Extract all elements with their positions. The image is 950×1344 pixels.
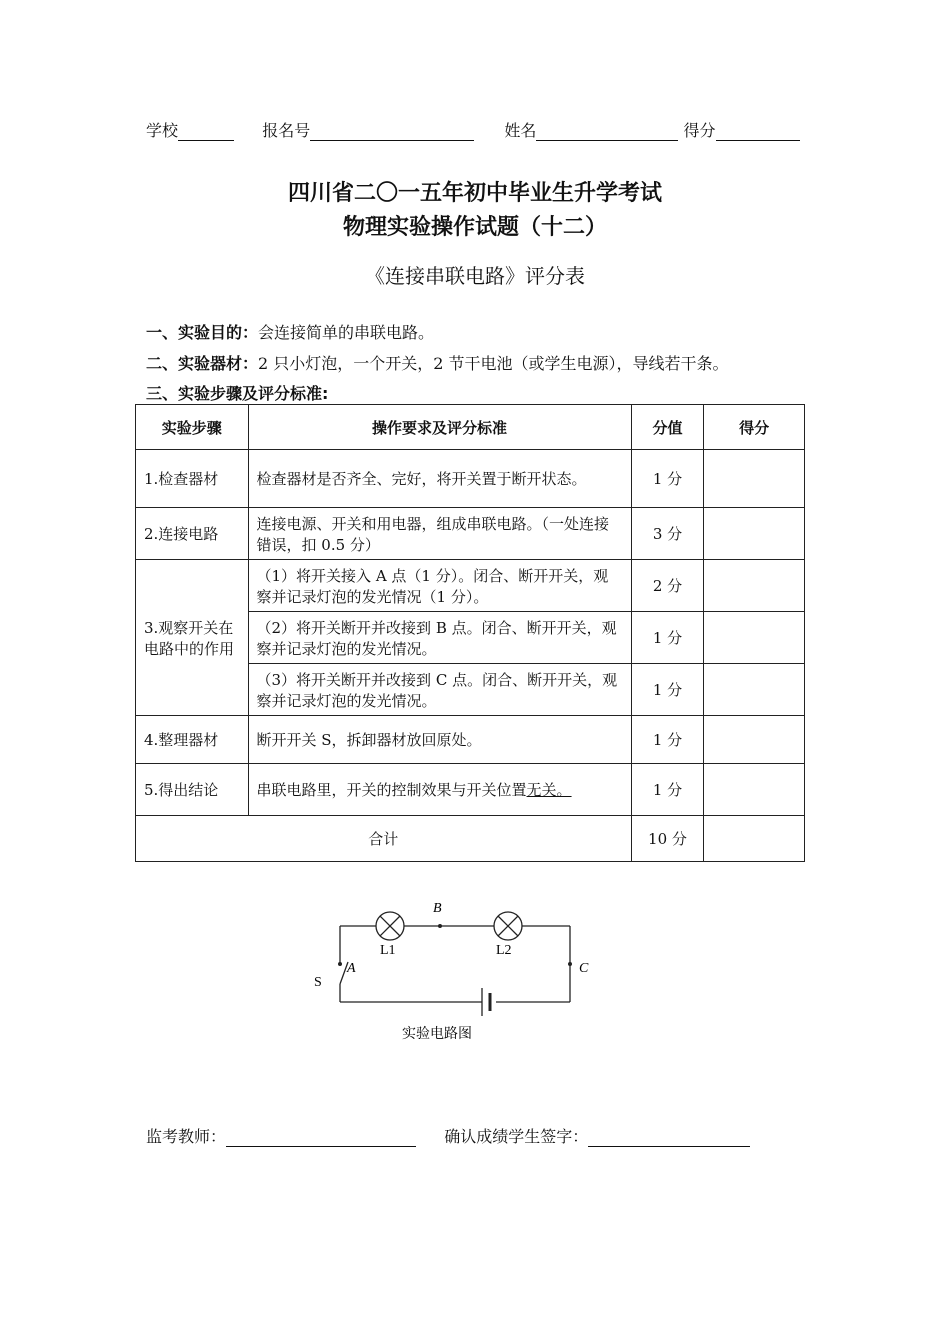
purpose-text: 会连接简单的串联电路。 — [258, 323, 435, 342]
step-cell: 5.得出结论 — [136, 764, 249, 816]
regno-field[interactable] — [310, 124, 474, 141]
circuit-diagram — [300, 890, 620, 1050]
table-total-row — [136, 816, 805, 862]
points-cell: 1 分 — [631, 450, 704, 508]
label-a: A — [347, 961, 356, 976]
proctor-signature-field[interactable] — [226, 1130, 416, 1147]
lamp-l1-icon — [376, 912, 404, 940]
step-cell: 2.连接电路 — [136, 508, 249, 560]
requirement-cell: 连接电源、开关和用电器，组成串联电路。（一处连接错误，扣 0.5 分） — [248, 508, 631, 560]
table-row — [136, 560, 805, 612]
score-input-cell[interactable] — [704, 716, 805, 764]
label-s: S — [314, 975, 322, 990]
conclusion-answer: 无关。 — [526, 781, 572, 799]
school-field[interactable] — [178, 124, 234, 141]
requirement-cell: 检查器材是否齐全、完好，将开关置于断开状态。 — [248, 450, 631, 508]
purpose-label: 一、实验目的： — [146, 323, 259, 342]
lamp-l2-icon — [494, 912, 522, 940]
exam-title: 四川省二〇一五年初中毕业生升学考试 — [287, 181, 662, 206]
points-cell: 1 分 — [631, 612, 704, 664]
requirement-cell: 断开开关 S，拆卸器材放回原处。 — [248, 716, 631, 764]
table-header-row — [136, 405, 805, 450]
header-points: 分值 — [631, 405, 704, 450]
label-b: B — [433, 901, 442, 916]
header-requirement: 操作要求及评分标准 — [248, 405, 631, 450]
junction-a-dot — [338, 962, 342, 966]
name-label: 姓名 — [504, 121, 537, 140]
points-cell: 1 分 — [631, 716, 704, 764]
scoring-table — [135, 404, 805, 862]
total-points: 10 分 — [631, 816, 704, 862]
regno-label: 报名号 — [262, 121, 311, 140]
sheet-title: 《连接串联电路》评分表 — [365, 264, 585, 288]
junction-c-dot — [568, 962, 572, 966]
points-cell: 2 分 — [631, 560, 704, 612]
footer-signatures — [146, 1124, 750, 1147]
step-cell: 1.检查器材 — [136, 450, 249, 508]
materials-label: 二、实验器材： — [146, 354, 259, 373]
requirement-cell: （3）将开关断开并改接到 C 点。闭合、断开开关，观察并记录灯泡的发光情况。 — [248, 664, 631, 716]
label-l1: L1 — [380, 943, 396, 958]
requirement-cell: （1）将开关接入 A 点（1 分）。闭合、断开开关，观察并记录灯泡的发光情况（1 分）。 — [248, 560, 631, 612]
score-input-cell[interactable] — [704, 450, 805, 508]
proctor-label: 监考教师： — [146, 1127, 227, 1146]
table-row — [136, 508, 805, 560]
header-row — [146, 118, 800, 141]
battery-icon — [482, 988, 490, 1016]
junction-b-dot — [438, 924, 442, 928]
table-row — [136, 450, 805, 508]
total-score-input-cell[interactable] — [704, 816, 805, 862]
label-l2: L2 — [496, 943, 512, 958]
header-step: 实验步骤 — [136, 405, 249, 450]
section-steps — [146, 381, 328, 404]
table-row — [136, 716, 805, 764]
points-cell: 1 分 — [631, 664, 704, 716]
steps-label: 三、实验步骤及评分标准: — [146, 384, 329, 403]
score-input-cell[interactable] — [704, 612, 805, 664]
school-label: 学校 — [146, 121, 179, 140]
name-field[interactable] — [536, 124, 678, 141]
score-label: 得分 — [683, 121, 716, 140]
score-input-cell[interactable] — [704, 508, 805, 560]
step-cell: 4.整理器材 — [136, 716, 249, 764]
student-label: 确认成绩学生签字： — [444, 1127, 589, 1146]
points-cell: 3 分 — [631, 508, 704, 560]
total-label: 合计 — [136, 816, 632, 862]
score-input-cell[interactable] — [704, 764, 805, 816]
conclusion-text: 串联电路里，开关的控制效果与开关位置 — [256, 781, 527, 799]
requirement-cell: （2）将开关断开并改接到 B 点。闭合、断开开关，观察并记录灯泡的发光情况。 — [248, 612, 631, 664]
section-purpose — [146, 320, 434, 343]
label-c: C — [579, 961, 589, 976]
header-score: 得分 — [704, 405, 805, 450]
score-input-cell[interactable] — [704, 560, 805, 612]
table-row — [136, 764, 805, 816]
exam-subtitle: 物理实验操作试题（十二） — [342, 215, 607, 240]
circuit-caption: 实验电路图 — [402, 1027, 472, 1042]
student-signature-field[interactable] — [588, 1130, 750, 1147]
requirement-cell — [248, 764, 631, 816]
points-cell: 1 分 — [631, 764, 704, 816]
score-input-cell[interactable] — [704, 664, 805, 716]
step-cell: 3.观察开关在电路中的作用 — [136, 560, 249, 716]
score-field[interactable] — [716, 124, 800, 141]
section-materials — [146, 351, 729, 374]
materials-text: 2 只小灯泡，一个开关，2 节干电池（或学生电源），导线若干条。 — [258, 354, 729, 373]
